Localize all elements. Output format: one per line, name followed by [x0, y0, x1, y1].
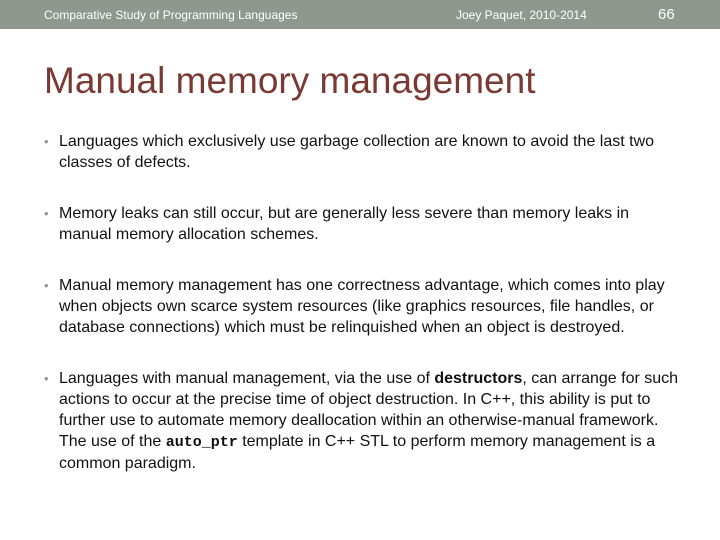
- auto-ptr-code: auto_ptr: [165, 434, 238, 451]
- bullet-item: [44, 203, 684, 245]
- bullet-marker: •: [44, 134, 49, 149]
- bullet-marker: •: [44, 206, 49, 221]
- bullet-text: Memory leaks can still occur, but are generally less severe than memory leaks in manual memory allocation schemes.: [59, 205, 630, 243]
- bullet-marker: •: [44, 278, 49, 293]
- bullet-text-middle: , can arrange for such actions to occur at the precise time of object destruction. In C++, this ability is put to further use to automate memory deallocation within an otherwise-manual framework. The use of the: [59, 370, 679, 450]
- bullet-item: [44, 131, 684, 173]
- author-credit: Joey Paquet, 2010-2014: [456, 8, 587, 22]
- bullet-marker: •: [44, 371, 49, 386]
- bullet-text-after: template in C++ STL to perform memory management is a common paradigm.: [59, 433, 656, 472]
- page-number: 66: [658, 6, 675, 23]
- bullet-item: [44, 368, 684, 474]
- bullet-text-before: Languages with manual management, via the use of: [59, 370, 435, 387]
- bullet-text: Languages which exclusively use garbage collection are known to avoid the last two classes of defects.: [59, 133, 655, 171]
- header-bar: [0, 0, 720, 29]
- course-title: Comparative Study of Programming Languages: [44, 8, 298, 22]
- slide-title: Manual memory management: [44, 60, 536, 101]
- bullet-text: Manual memory management has one correctness advantage, which comes into play when objects own scarce system resources (like graphics resources, file handles, or database connections) which must be relinquished when an object is destroyed.: [59, 277, 665, 336]
- bullet-item: [44, 275, 684, 338]
- destructors-term: destructors: [434, 370, 523, 387]
- bullet-list: [44, 131, 684, 504]
